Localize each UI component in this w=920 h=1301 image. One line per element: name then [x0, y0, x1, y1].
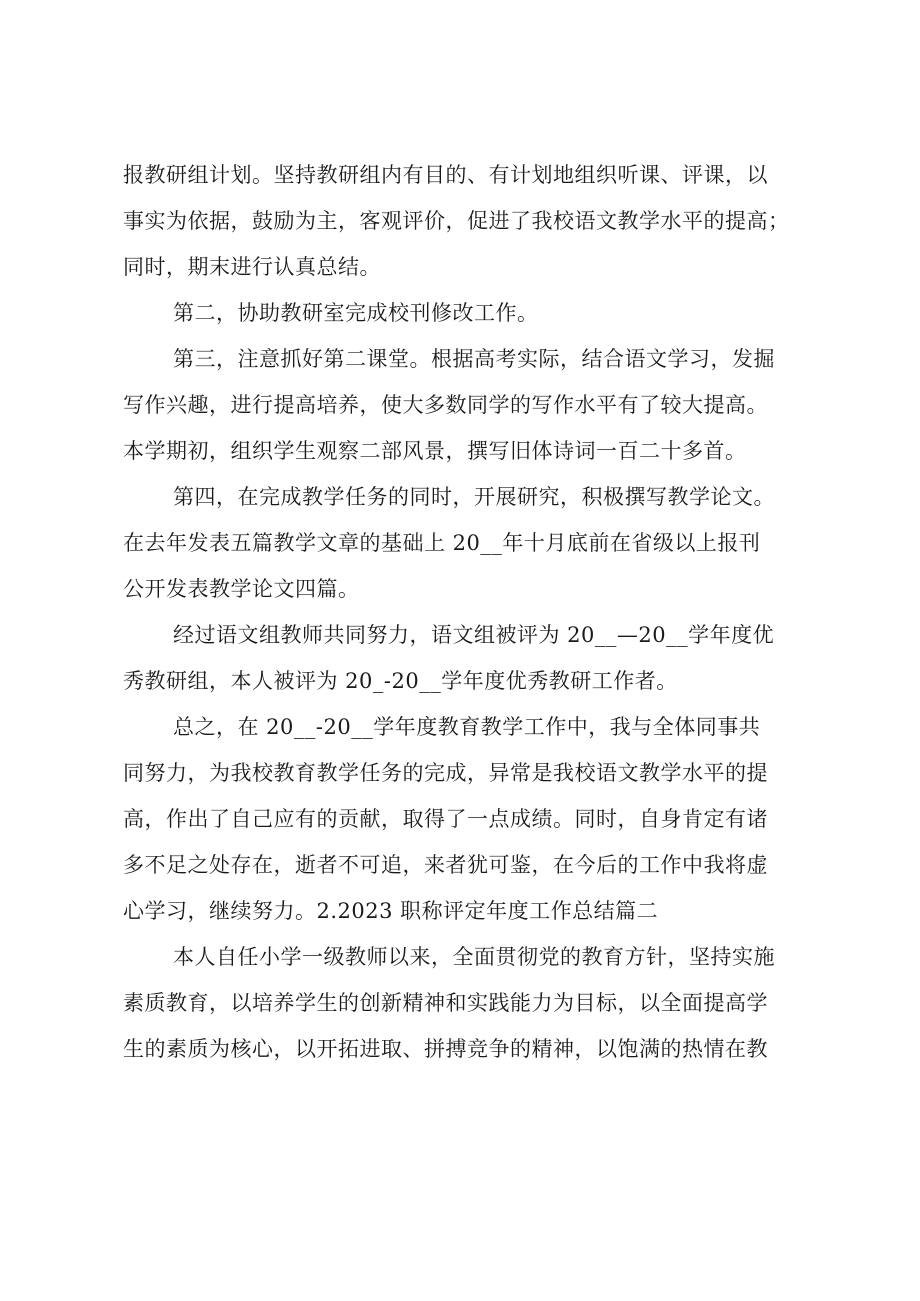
paragraph-first-line: 第四，在完成教学任务的同时，开展研究，积极撰写教学论文。 [173, 485, 775, 509]
text-line: 心学习，继续努力。2.2023 职称评定年度工作总结篇二 [123, 899, 659, 923]
text-line: 生的素质为核心，以开拓进取、拼搏竞争的精神，以饱满的热情在教 [123, 1037, 768, 1061]
paragraph-first-line: 经过语文组教师共同努力，语文组被评为 20__—20__学年度优 [173, 623, 775, 647]
paragraph-first-line: 总之，在 20__-20__学年度教育教学工作中，我与全体同事共 [173, 715, 761, 739]
text-line: 写作兴趣，进行提高培养，使大多数同学的写作水平有了较大提高。 [123, 393, 768, 417]
text-line: 事实为依据，鼓励为主，客观评价，促进了我校语文教学水平的提高； [123, 209, 790, 233]
text-line: 多不足之处存在，逝者不可追，来者犹可鉴，在今后的工作中我将虚 [123, 853, 768, 877]
text-line: 素质教育，以培养学生的创新精神和实践能力为目标，以全面提高学 [123, 991, 768, 1015]
text-line: 本学期初，组织学生观察二部风景，撰写旧体诗词一百二十多首。 [123, 439, 747, 463]
text-line: 秀教研组，本人被评为 20_-20__学年度优秀教研工作者。 [123, 669, 678, 693]
text-line: 在去年发表五篇教学文章的基础上 20__年十月底前在省级以上报刊 [123, 531, 761, 555]
paragraph-first-line: 第三，注意抓好第二课堂。根据高考实际，结合语文学习，发掘 [173, 347, 775, 371]
text-line: 公开发表教学论文四篇。 [123, 577, 360, 601]
text-line: 高，作出了自己应有的贡献，取得了一点成绩。同时，自身肯定有诸 [123, 807, 768, 831]
paragraph-first-line: 本人自任小学一级教师以来，全面贯彻党的教育方针，坚持实施 [173, 945, 775, 969]
text-line: 同时，期末进行认真总结。 [123, 255, 381, 279]
text-line: 报教研组计划。坚持教研组内有目的、有计划地组织听课、评课，以 [123, 163, 768, 187]
text-line: 同努力，为我校教育教学任务的完成，异常是我校语文教学水平的提 [123, 761, 768, 785]
paragraph-first-line: 第二，协助教研室完成校刊修改工作。 [173, 301, 539, 325]
